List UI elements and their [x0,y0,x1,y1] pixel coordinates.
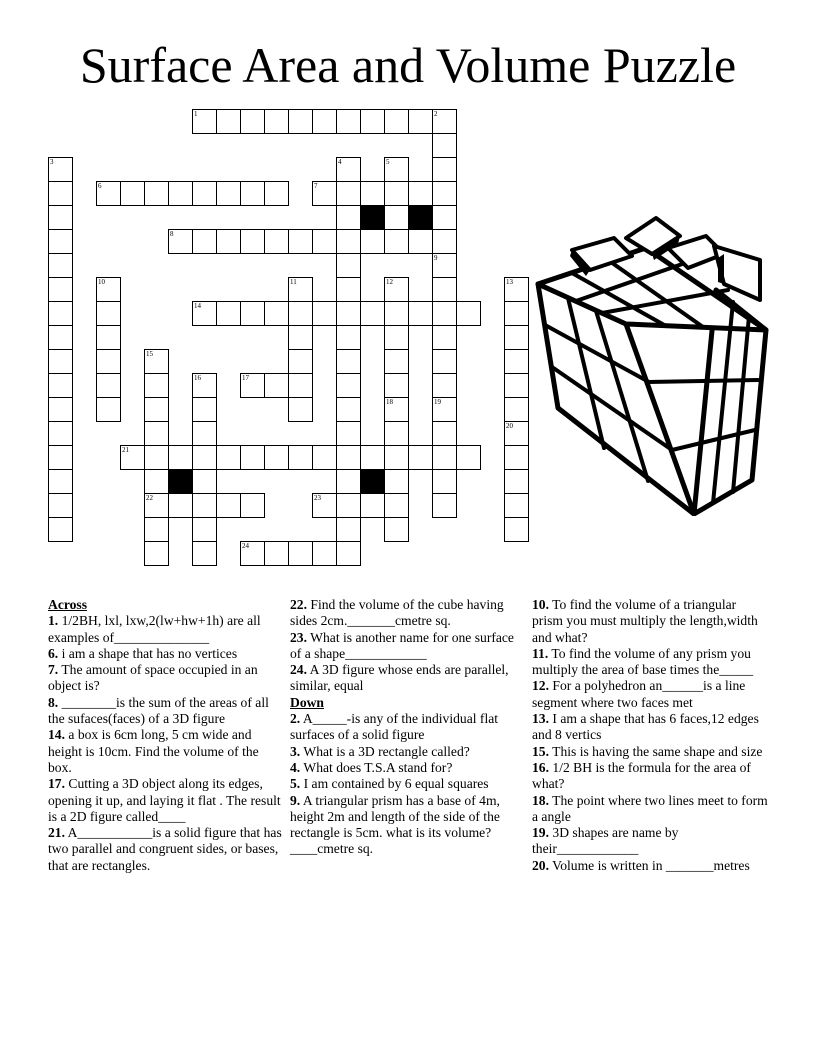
clue-text: What is a 3D rectangle called? [303,743,470,759]
grid-cell[interactable] [216,109,241,134]
grid-cell[interactable] [336,229,361,254]
grid-cell[interactable] [456,301,481,326]
clue-number: 1 [194,110,198,118]
grid-cell[interactable] [336,205,361,230]
grid-cell[interactable] [336,253,361,278]
grid-cell[interactable] [48,397,73,422]
grid-cell[interactable] [336,421,361,446]
grid-cell[interactable] [432,157,457,182]
grid-cell[interactable] [264,301,289,326]
grid-cell[interactable] [336,109,361,134]
grid-cell[interactable] [48,421,73,446]
grid-cell[interactable] [48,349,73,374]
across-clue [48,695,284,728]
grid-cell[interactable] [216,493,241,518]
grid-cell[interactable] [192,469,217,494]
grid-cell[interactable] [504,517,529,542]
grid-cell[interactable] [168,493,193,518]
clue-number-label: 24. [290,662,307,678]
clue-number: 15 [146,350,153,358]
clue-number-label: 22. [290,597,307,612]
across-clue [290,630,526,663]
grid-cell[interactable] [192,181,217,206]
grid-cell[interactable] [264,109,289,134]
grid-cell[interactable] [504,469,529,494]
grid-cell[interactable] [384,349,409,374]
clue-text: a box is 6cm long, 5 cm wide and height is 10cm. Find the volume of the box. [48,727,259,775]
grid-cell[interactable] [432,445,457,470]
grid-cell[interactable] [432,277,457,302]
clue-number: 24 [242,542,249,550]
grid-cell[interactable] [408,301,433,326]
grid-cell[interactable] [432,229,457,254]
clue-text: The point where two lines meet to form a angle [532,792,768,824]
grid-cell[interactable] [120,181,145,206]
grid-cell[interactable] [192,229,217,254]
grid-cell[interactable] [432,133,457,158]
clues-column-1 [48,597,284,874]
clue-number: 3 [50,158,54,166]
grid-cell[interactable] [288,397,313,422]
grid-cell[interactable] [384,229,409,254]
grid-cell[interactable] [288,541,313,566]
grid-cell[interactable] [312,181,337,206]
clue-text: This is having the same shape and size [552,743,763,759]
grid-cell[interactable] [432,373,457,398]
clue-text: What does T.S.A stand for? [303,759,453,775]
clue-number: 4 [338,158,342,166]
grid-cell[interactable] [360,445,385,470]
grid-cell[interactable] [240,373,265,398]
grid-cell[interactable] [288,349,313,374]
grid-cell[interactable] [216,229,241,254]
clue-number: 14 [194,302,201,310]
down-clue [290,776,526,792]
down-clue [532,597,768,646]
across-clue [48,825,284,874]
grid-cell[interactable] [432,349,457,374]
grid-cell[interactable] [144,493,169,518]
clue-number: 6 [98,182,102,190]
clue-text: A_____-is any of the individual flat surfaces of a solid figure [290,711,499,743]
clue-number-label: 11. [532,645,549,661]
grid-cell[interactable] [384,205,409,230]
grid-cell[interactable] [408,181,433,206]
clue-text: ________is the sum of the areas of all the sufaces(faces) of a 3D figure [48,694,269,727]
clue-number-label: 17. [48,776,65,792]
grid-cell[interactable] [384,493,409,518]
clue-number-label: 14. [48,727,65,743]
clue-number: 17 [242,374,249,382]
clue-number-label: 6. [48,645,59,661]
clue-number-label: 10. [532,597,549,612]
clue-number-label: 7. [48,662,59,678]
clues-column-3 [532,597,768,874]
clue-text: 1/2 BH is the formula for the area of what? [532,759,751,792]
clue-number-label: 20. [532,857,549,873]
grid-cell[interactable] [264,373,289,398]
clue-number-label: 5. [290,776,301,792]
clue-text: 3D shapes are name by their____________ [532,825,679,857]
clue-number-label: 9. [290,792,301,808]
grid-cell[interactable] [504,349,529,374]
clue-number: 21 [122,446,129,454]
grid-cell[interactable] [96,277,121,302]
grid-cell[interactable] [144,517,169,542]
clue-number-label: 12. [532,678,549,694]
clue-number: 23 [314,494,321,502]
grid-cell[interactable] [432,301,457,326]
grid-cell[interactable] [120,445,145,470]
grid-cell[interactable] [360,181,385,206]
grid-cell[interactable] [432,205,457,230]
grid-cell[interactable] [48,517,73,542]
clue-number-label: 8. [48,694,59,710]
grid-cell[interactable] [360,493,385,518]
grid-cell[interactable] [192,541,217,566]
grid-cell[interactable] [48,445,73,470]
rubiks-cube-illustration [528,212,772,516]
clues-column-2 [290,597,526,858]
grid-cell[interactable] [288,445,313,470]
grid-cell[interactable] [192,493,217,518]
clue-number: 9 [434,254,438,262]
grid-cell[interactable] [336,349,361,374]
clue-number: 22 [146,494,153,502]
grid-cell[interactable] [216,301,241,326]
grid-cell[interactable] [240,301,265,326]
grid-cell[interactable] [312,301,337,326]
clue-number: 12 [386,278,393,286]
grid-cell[interactable] [384,325,409,350]
grid-cell[interactable] [144,445,169,470]
grid-cell[interactable] [264,541,289,566]
across-clue [48,646,284,662]
grid-cell[interactable] [288,325,313,350]
clue-text: What is another name for one surface of a shape____________ [290,629,514,661]
clue-text: A 3D figure whose ends are parallel, similar, equal [290,662,509,694]
grid-cell[interactable] [408,109,433,134]
grid-cell[interactable] [96,397,121,422]
down-clue [532,825,768,858]
clue-number-label: 4. [290,759,301,775]
grid-cell[interactable] [96,301,121,326]
clue-text: For a polyhedron an______is a line segment where two faces met [532,678,746,710]
clue-number: 13 [506,278,513,286]
grid-cell[interactable] [240,109,265,134]
grid-cell[interactable] [432,181,457,206]
grid-cell[interactable] [288,109,313,134]
grid-cell[interactable] [384,469,409,494]
grid-cell[interactable] [288,229,313,254]
grid-cell[interactable] [312,541,337,566]
grid-cell[interactable] [432,493,457,518]
down-clue [290,793,526,858]
grid-cell[interactable] [192,397,217,422]
across-clue [48,776,284,825]
grid-cell[interactable] [48,253,73,278]
grid-cell[interactable] [336,493,361,518]
grid-cell[interactable] [144,397,169,422]
grid-cell[interactable] [336,517,361,542]
clue-text: Volume is written in _______metres [552,857,750,873]
grid-cell[interactable] [336,373,361,398]
grid-cell[interactable] [384,421,409,446]
grid-cell[interactable] [384,277,409,302]
grid-cell[interactable] [144,469,169,494]
grid-cell[interactable] [408,229,433,254]
grid-cell[interactable] [432,397,457,422]
grid-cell[interactable] [336,277,361,302]
puzzle-title: Surface Area and Volume Puzzle [79,37,737,93]
grid-cell[interactable] [192,517,217,542]
black-cell [360,469,385,494]
grid-cell[interactable] [336,325,361,350]
grid-cell[interactable] [408,445,433,470]
clue-number: 5 [386,158,390,166]
down-clue [532,744,768,760]
grid-cell[interactable] [432,109,457,134]
grid-cell[interactable] [336,301,361,326]
grid-cell[interactable] [48,205,73,230]
grid-cell[interactable] [96,349,121,374]
grid-cell[interactable] [384,517,409,542]
grid-cell[interactable] [360,301,385,326]
grid-cell[interactable] [48,301,73,326]
down-clue [290,760,526,776]
grid-cell[interactable] [360,229,385,254]
grid-cell[interactable] [192,301,217,326]
across-clue [48,727,284,776]
clue-number-label: 13. [532,711,549,727]
grid-cell[interactable] [264,229,289,254]
clue-text: To find the volume of any prism you multiply the area of base times the_____ [532,645,754,678]
grid-cell[interactable] [192,445,217,470]
clue-number: 10 [98,278,105,286]
grid-cell[interactable] [240,541,265,566]
clue-number-label: 19. [532,825,549,841]
grid-cell[interactable] [192,109,217,134]
grid-cell[interactable] [168,445,193,470]
grid-cell[interactable] [504,421,529,446]
clue-number: 11 [290,278,297,286]
grid-cell[interactable] [504,277,529,302]
grid-cell[interactable] [168,229,193,254]
down-clue [532,858,768,874]
grid-cell[interactable] [336,181,361,206]
grid-cell[interactable] [48,181,73,206]
clue-number: 16 [194,374,201,382]
grid-cell[interactable] [336,397,361,422]
clue-text: To find the volume of a triangular prism you must multiply the length,width and what? [532,597,758,645]
grid-cell[interactable] [504,445,529,470]
across-clue [48,613,284,646]
grid-cell[interactable] [48,373,73,398]
grid-cell[interactable] [336,541,361,566]
grid-cell[interactable] [504,301,529,326]
grid-cell[interactable] [48,325,73,350]
grid-cell[interactable] [312,109,337,134]
clue-number: 20 [506,422,513,430]
grid-cell[interactable] [168,181,193,206]
clue-number: 19 [434,398,441,406]
grid-cell[interactable] [336,157,361,182]
grid-cell[interactable] [504,493,529,518]
across-clue [290,597,526,630]
clue-text: The amount of space occupied in an object is? [48,662,258,694]
grid-cell[interactable] [144,349,169,374]
grid-cell[interactable] [288,301,313,326]
grid-cell[interactable] [240,181,265,206]
grid-cell[interactable] [384,157,409,182]
clue-number-label: 23. [290,629,307,645]
clue-text: Find the volume of the cube having sides 2cm._______cmetre sq. [290,597,504,629]
grid-cell[interactable] [48,157,73,182]
down-clue [532,793,768,826]
grid-cell[interactable] [384,445,409,470]
grid-cell[interactable] [240,229,265,254]
grid-cell[interactable] [312,445,337,470]
down-heading: Down [290,694,324,710]
grid-cell[interactable] [504,325,529,350]
across-clue [48,662,284,695]
grid-cell[interactable] [240,493,265,518]
grid-cell[interactable] [192,373,217,398]
grid-cell[interactable] [216,445,241,470]
black-cell [360,205,385,230]
grid-cell[interactable] [360,109,385,134]
grid-cell[interactable] [384,373,409,398]
clue-number-label: 1. [48,613,59,629]
grid-cell[interactable] [144,181,169,206]
down-clue [532,711,768,744]
grid-cell[interactable] [288,373,313,398]
grid-cell[interactable] [384,301,409,326]
down-clue [532,678,768,711]
clue-text: 1/2BH, lxl, lxw,2(lw+hw+1h) are all examples of______________ [48,613,261,645]
grid-cell[interactable] [48,229,73,254]
grid-cell[interactable] [144,373,169,398]
grid-cell[interactable] [384,109,409,134]
grid-cell[interactable] [288,277,313,302]
clue-number: 2 [434,110,438,118]
grid-cell[interactable] [384,181,409,206]
grid-cell[interactable] [144,541,169,566]
clue-text: I am a shape that has 6 faces,12 edges and 8 vertics [532,711,759,743]
grid-cell[interactable] [504,397,529,422]
clue-number-label: 16. [532,759,549,775]
grid-cell[interactable] [384,397,409,422]
grid-cell[interactable] [48,277,73,302]
clue-text: Cutting a 3D object along its edges, opening it up, and laying it flat . The result is a 2D figure called____ [48,776,281,824]
grid-cell[interactable] [432,253,457,278]
grid-cell[interactable] [264,445,289,470]
grid-cell[interactable] [432,469,457,494]
clue-number-label: 21. [48,825,65,841]
grid-cell[interactable] [240,445,265,470]
down-clue [290,711,526,744]
clue-text: I am contained by 6 equal squares [303,776,489,792]
down-clue [532,760,768,793]
grid-cell[interactable] [336,445,361,470]
clue-text: A___________is a solid figure that has two parallel and congruent sides, or bases, that are rectangles. [48,825,282,873]
grid-cell[interactable] [312,493,337,518]
grid-cell[interactable] [48,469,73,494]
grid-cell[interactable] [432,421,457,446]
black-cell [408,205,433,230]
grid-cell[interactable] [96,325,121,350]
grid-cell[interactable] [96,373,121,398]
grid-cell[interactable] [216,181,241,206]
grid-cell[interactable] [504,373,529,398]
clue-number: 18 [386,398,393,406]
clue-number: 7 [314,182,318,190]
down-clue [532,646,768,679]
grid-cell[interactable] [192,421,217,446]
grid-cell[interactable] [144,421,169,446]
clue-number: 8 [170,230,174,238]
grid-cell[interactable] [96,181,121,206]
clue-text: i am a shape that has no vertices [61,645,238,661]
clue-number-label: 3. [290,743,301,759]
grid-cell[interactable] [48,493,73,518]
across-clue [290,662,526,695]
down-clue [290,744,526,760]
grid-cell[interactable] [336,469,361,494]
clue-number-label: 15. [532,743,549,759]
clue-number-label: 2. [290,711,301,727]
grid-cell[interactable] [432,325,457,350]
grid-cell[interactable] [456,445,481,470]
across-heading: Across [48,597,88,612]
grid-cell[interactable] [264,181,289,206]
clue-text: A triangular prism has a base of 4m, height 2m and length of the side of the rectangle is 5cm. what is its volume?____cmetre sq. [290,792,500,857]
black-cell [168,469,193,494]
clue-number-label: 18. [532,792,549,808]
grid-cell[interactable] [312,229,337,254]
